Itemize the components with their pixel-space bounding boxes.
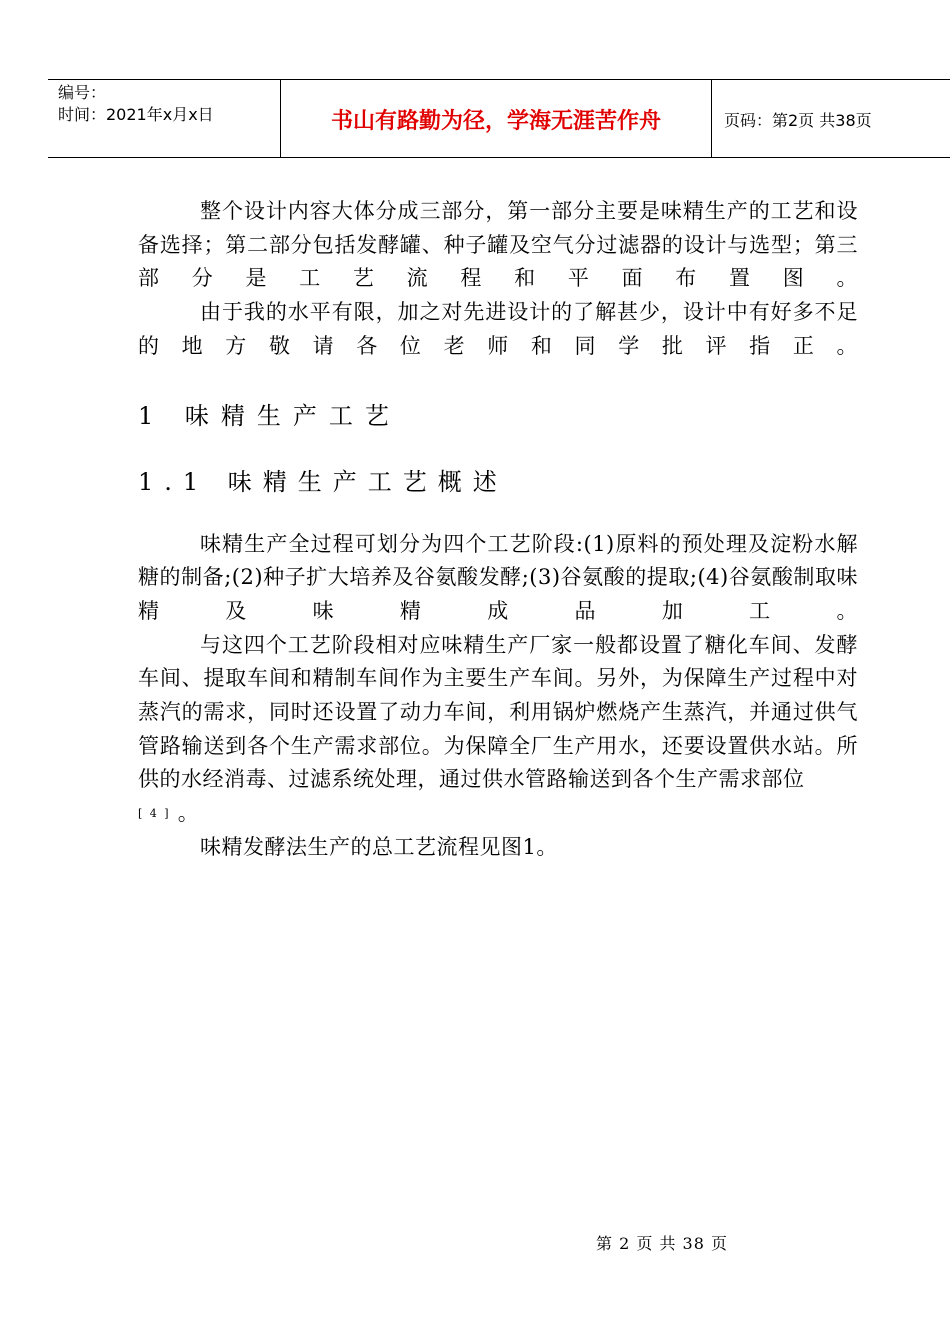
paragraph-apology: 由于我的水平有限，加之对先进设计的了解甚少，设计中有好多不足的地方敬请各位老师和同学批评指正。 (138, 300, 858, 358)
header-page-label: 页码：第2页 共38页 (724, 111, 872, 130)
page-header (48, 79, 950, 158)
number-label: 编号： (58, 83, 107, 102)
paragraph-workshops-text: 与这四个工艺阶段相对应味精生产厂家一般都设置了糖化车间、发酵车间、提取车间和精制车间作为主要生产车间。另外，为保障生产过程中对蒸汽的需求，同时还设置了动力车间，利用锅炉燃烧产生蒸汽，并通过供气管路输送到各个生产需求部位。为保障全厂生产用水，还要设置供水站。所供的水经消毒、过滤系统处理，通过供水管路输送到各个生产需求部位 (138, 632, 858, 792)
paragraph-stages: 味精生产全过程可划分为四个工艺阶段:(1)原料的预处理及淀粉水解糖的制备;(2)种子扩大培养及谷氨酸发酵;(3)谷氨酸的提取;(4)谷氨酸制取味精及味精成品加工。 (138, 531, 858, 623)
subsection-heading: 1.1 味精生产工艺概述 (138, 467, 508, 496)
section-heading: 1 味精生产工艺 (138, 401, 401, 430)
citation: [ 4 ] (138, 807, 171, 821)
paragraph-end-mark: 。 (177, 801, 200, 826)
page-footer: 第 2 页 共 38 页 (596, 1234, 728, 1253)
header-motto: 书山有路勤为径，学海无涯苦作舟 (330, 109, 661, 134)
paragraph-intro: 整个设计内容大体分成三部分，第一部分主要是味精生产的工艺和设备选择；第二部分包括发酵罐、种子罐及空气分过滤器的设计与选型；第三部分是工艺流程和平面布置图。 (138, 199, 858, 291)
header-meta (58, 82, 214, 126)
paragraph-workshops (138, 629, 858, 831)
document-body (138, 195, 858, 865)
header-divider (711, 80, 712, 157)
time-label: 时间：2021年x月x日 (58, 105, 214, 124)
paragraph-flow: 味精发酵法生产的总工艺流程见图1。 (200, 834, 558, 859)
